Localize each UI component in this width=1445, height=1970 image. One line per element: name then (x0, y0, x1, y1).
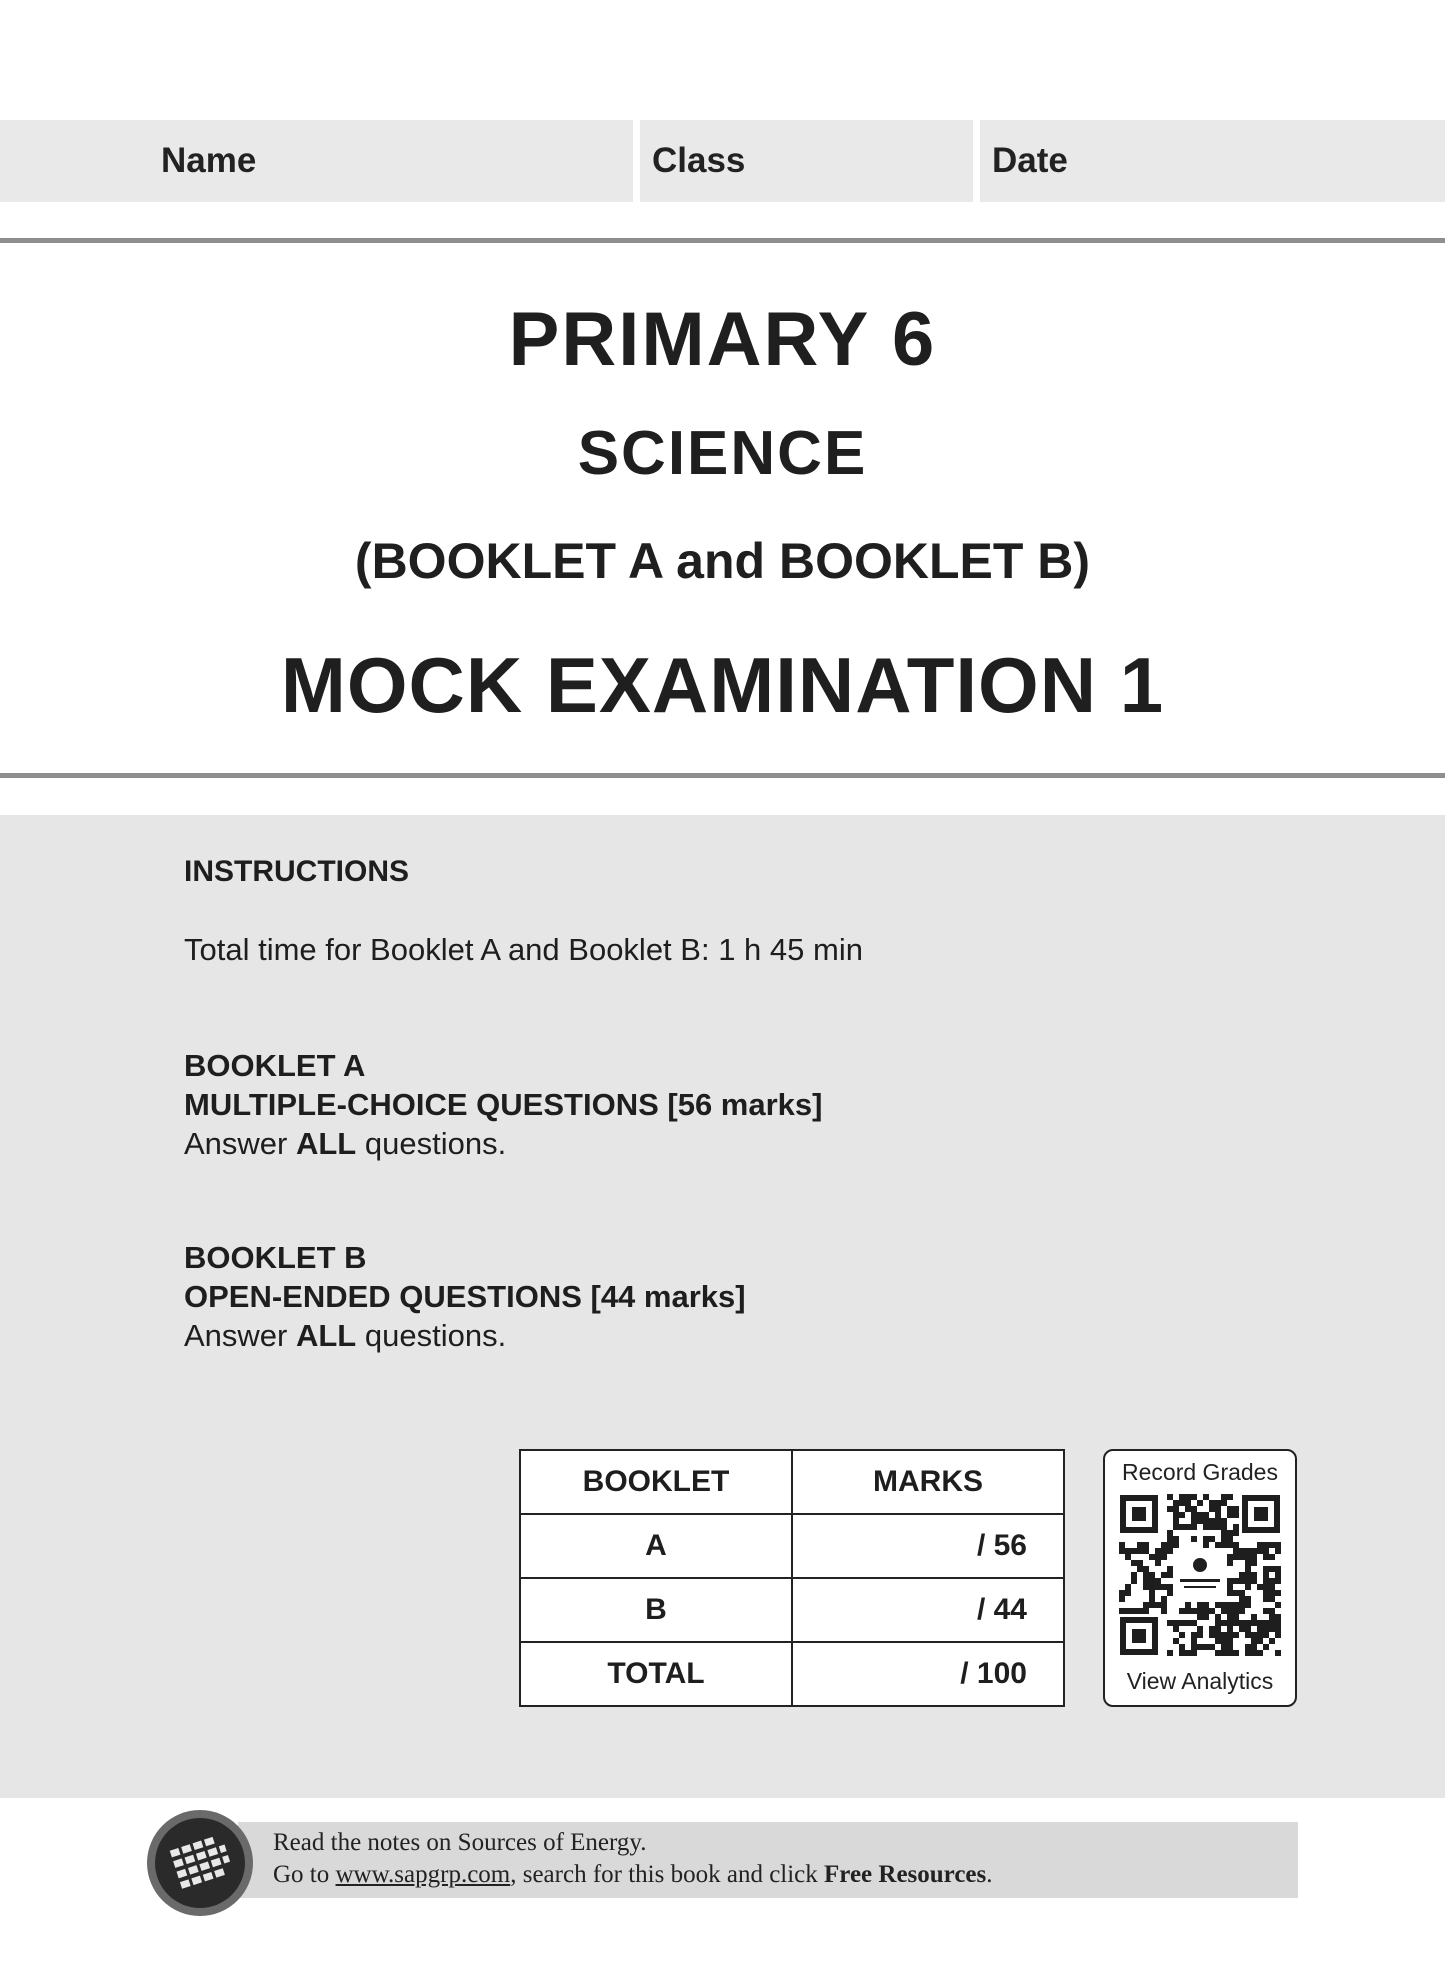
table-header-row (520, 1450, 1064, 1514)
table-row (520, 1578, 1064, 1642)
table-row (520, 1514, 1064, 1578)
marks-table (519, 1449, 1065, 1707)
qr-code-icon[interactable] (1118, 1493, 1282, 1657)
exam-title: MOCK EXAMINATION 1 (280, 641, 1165, 729)
qr-card[interactable] (1103, 1449, 1297, 1707)
level-title: PRIMARY 6 (508, 297, 937, 382)
line2-prefix: Go to (273, 1861, 336, 1888)
sapgrp-link[interactable]: www.sapgrp.com (335, 1861, 511, 1888)
top-divider (0, 238, 1445, 243)
answer-suffix: questions. (356, 1126, 507, 1161)
booklet-cell: B (520, 1578, 792, 1642)
line2-suffix: . (986, 1861, 993, 1888)
bottom-divider (0, 773, 1445, 778)
resource-note-line1: Read the notes on Sources of Energy. (273, 1829, 647, 1856)
answer-prefix: Answer (184, 1126, 296, 1161)
booklet-a-answer (184, 1126, 506, 1162)
date-field-label (980, 120, 1445, 202)
marks-cell[interactable]: / 56 (792, 1514, 1064, 1578)
header-booklet: BOOKLET (520, 1450, 792, 1514)
subject-title: SCIENCE (577, 419, 868, 488)
instructions-heading: INSTRUCTIONS (184, 855, 409, 888)
answer-suffix: questions. (356, 1318, 507, 1353)
answer-emphasis: ALL (295, 1318, 357, 1353)
total-time-text: Total time for Booklet A and Booklet B: 1 h 45 min (184, 932, 863, 967)
booklet-b-answer (184, 1318, 506, 1354)
name-label: Name (161, 141, 257, 180)
answer-emphasis: ALL (295, 1126, 357, 1161)
name-field-label (0, 120, 633, 202)
resource-note-line2 (273, 1861, 993, 1889)
booklet-b-section: OPEN-ENDED QUESTIONS [44 marks] (184, 1279, 746, 1314)
table-row (520, 1642, 1064, 1706)
class-field-label (640, 120, 973, 202)
header-marks: MARKS (792, 1450, 1064, 1514)
booklet-cell: A (520, 1514, 792, 1578)
booklet-a-section: MULTIPLE-CHOICE QUESTIONS [56 marks] (184, 1087, 823, 1122)
booklet-b-title: BOOKLET B (184, 1240, 367, 1275)
date-label: Date (992, 141, 1068, 180)
class-label: Class (652, 141, 746, 180)
resources-badge-icon (145, 1808, 255, 1918)
answer-prefix: Answer (184, 1318, 296, 1353)
view-analytics-label: View Analytics (1126, 1668, 1274, 1694)
booklets-subtitle: (BOOKLET A and BOOKLET B) (354, 533, 1091, 589)
line2-middle: , search for this book and click (510, 1861, 825, 1888)
booklet-a-title: BOOKLET A (184, 1048, 366, 1083)
marks-cell[interactable]: / 44 (792, 1578, 1064, 1642)
free-resources-label: Free Resources (824, 1861, 987, 1888)
marks-cell[interactable]: / 100 (792, 1642, 1064, 1706)
booklet-cell: TOTAL (520, 1642, 792, 1706)
record-grades-label: Record Grades (1122, 1459, 1278, 1485)
